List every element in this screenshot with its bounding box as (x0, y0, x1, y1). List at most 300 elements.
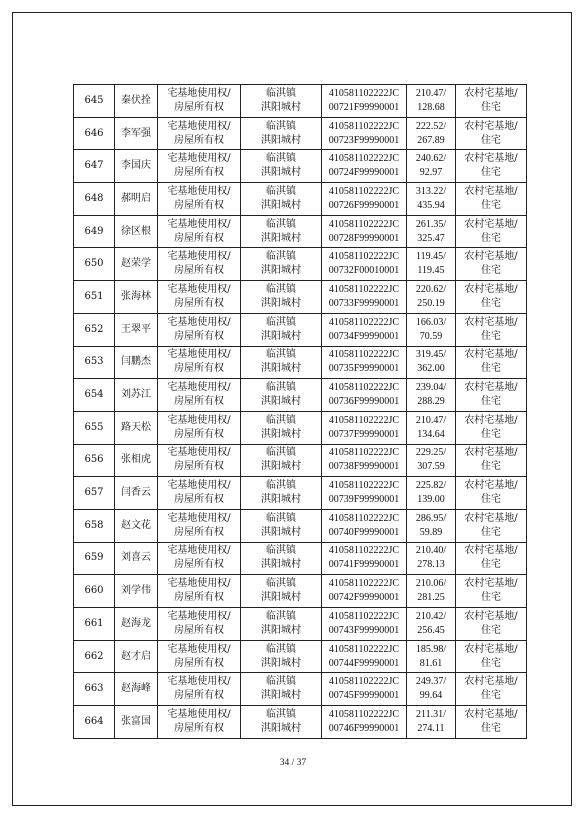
area-values-cell (407, 575, 456, 608)
owner-name: 闫鹏杰 (121, 356, 151, 368)
area-values-cell (407, 183, 456, 216)
parcel-code-line-1: 410581102222JC (328, 610, 400, 622)
right-type-cell (158, 542, 241, 575)
location-line-2: 淇阳城村 (261, 396, 301, 408)
owner-name: 郝明启 (121, 192, 151, 204)
right-type-line-1: 宅基地使用权/ (167, 610, 231, 622)
owner-name: 闫香云 (121, 487, 151, 499)
table-row (74, 117, 527, 150)
land-use-line-1: 农村宅基地/ (464, 349, 518, 361)
owner-name-cell (115, 673, 158, 706)
parcel-code-line-1: 410581102222JC (328, 316, 400, 328)
table-row (74, 706, 527, 739)
location-line-1: 临淇镇 (266, 283, 296, 295)
location-line-2: 淇阳城村 (261, 592, 301, 604)
owner-name: 李军强 (121, 127, 151, 139)
location-line-1: 临淇镇 (266, 480, 296, 492)
land-use-cell (456, 411, 527, 444)
right-type-line-1: 宅基地使用权/ (167, 349, 231, 361)
land-use-line-1: 农村宅基地/ (464, 251, 518, 263)
location-line-1: 临淇镇 (266, 251, 296, 263)
record-number-cell (74, 346, 115, 379)
land-use-line-2: 住宅 (481, 559, 501, 571)
area-values-line-2: 325.47 (417, 232, 445, 244)
right-type-cell (158, 444, 241, 477)
right-type-line-2: 房屋所有权 (174, 396, 224, 408)
land-use-cell (456, 215, 527, 248)
area-values-line-1: 210.47/ (415, 87, 447, 99)
owner-name: 赵才启 (121, 650, 151, 662)
right-type-line-2: 房屋所有权 (174, 559, 224, 571)
table-row (74, 281, 527, 314)
right-type-line-1: 宅基地使用权/ (167, 676, 231, 688)
land-use-line-2: 住宅 (481, 461, 501, 473)
area-values-cell (407, 673, 456, 706)
parcel-code-line-2: 00740F99990001 (328, 526, 400, 538)
land-use-cell (456, 248, 527, 281)
area-values-line-1: 211.31/ (416, 708, 446, 720)
location-cell (241, 444, 322, 477)
location-line-1: 临淇镇 (266, 676, 296, 688)
land-use-cell (456, 706, 527, 739)
parcel-code-line-2: 00745F99990001 (328, 690, 400, 702)
right-type-line-1: 宅基地使用权/ (167, 316, 231, 328)
location-cell (241, 85, 322, 118)
parcel-code-cell (322, 313, 407, 346)
area-values-cell (407, 215, 456, 248)
owner-name-cell (115, 411, 158, 444)
right-type-line-2: 房屋所有权 (174, 330, 224, 342)
owner-name-cell (115, 150, 158, 183)
land-use-line-1: 农村宅基地/ (464, 185, 518, 197)
parcel-code-line-2: 00741F99990001 (328, 559, 400, 571)
location-line-1: 临淇镇 (266, 349, 296, 361)
parcel-code-line-1: 410581102222JC (328, 153, 400, 165)
right-type-line-1: 宅基地使用权/ (167, 643, 231, 655)
owner-name-cell (115, 183, 158, 216)
right-type-line-2: 房屋所有权 (174, 199, 224, 211)
record-number: 660 (84, 585, 104, 597)
owner-name: 李国庆 (121, 160, 151, 172)
area-values-line-2: 119.45 (417, 265, 445, 277)
table-row (74, 313, 527, 346)
area-values-line-2: 435.94 (417, 199, 445, 211)
area-values-line-1: 229.25/ (415, 447, 447, 459)
table-row (74, 411, 527, 444)
area-values-line-2: 70.59 (419, 330, 443, 342)
owner-name-cell (115, 379, 158, 412)
record-number: 661 (84, 617, 104, 629)
land-use-cell (456, 150, 527, 183)
owner-name: 赵文花 (121, 519, 151, 531)
land-use-line-1: 农村宅基地/ (464, 153, 518, 165)
record-number-cell (74, 281, 115, 314)
parcel-code-line-2: 00739F99990001 (328, 494, 400, 506)
location-line-2: 淇阳城村 (261, 428, 301, 440)
record-number-cell (74, 640, 115, 673)
parcel-code-cell (322, 640, 407, 673)
parcel-code-line-1: 410581102222JC (328, 545, 400, 557)
right-type-cell (158, 509, 241, 542)
location-line-1: 临淇镇 (266, 87, 296, 99)
area-values-line-1: 313.22/ (415, 185, 447, 197)
owner-name-cell (115, 117, 158, 150)
land-use-line-1: 农村宅基地/ (464, 283, 518, 295)
record-number-cell (74, 673, 115, 706)
parcel-code-cell (322, 379, 407, 412)
land-use-line-2: 住宅 (481, 428, 501, 440)
land-use-line-2: 住宅 (481, 265, 501, 277)
right-type-line-2: 房屋所有权 (174, 461, 224, 473)
owner-name-cell (115, 608, 158, 641)
land-use-cell (456, 346, 527, 379)
land-use-line-2: 住宅 (481, 297, 501, 309)
parcel-code-line-1: 410581102222JC (328, 120, 400, 132)
land-use-cell (456, 313, 527, 346)
area-values-cell (407, 379, 456, 412)
land-use-line-1: 农村宅基地/ (464, 87, 518, 99)
area-values-line-1: 119.45/ (416, 251, 446, 263)
table-row (74, 215, 527, 248)
owner-name-cell (115, 706, 158, 739)
location-line-2: 淇阳城村 (261, 526, 301, 538)
parcel-code-line-1: 410581102222JC (328, 185, 400, 197)
area-values-line-2: 59.89 (419, 526, 443, 538)
owner-name: 张富国 (121, 715, 151, 727)
record-number: 664 (84, 715, 104, 727)
parcel-code-line-2: 00746F99990001 (328, 722, 400, 734)
area-values-line-1: 185.98/ (415, 643, 447, 655)
table-row (74, 640, 527, 673)
location-cell (241, 346, 322, 379)
land-use-cell (456, 444, 527, 477)
record-number-cell (74, 575, 115, 608)
right-type-line-2: 房屋所有权 (174, 265, 224, 277)
parcel-code-line-2: 00738F99990001 (328, 461, 400, 473)
record-number-cell (74, 150, 115, 183)
location-line-1: 临淇镇 (266, 447, 296, 459)
record-number-cell (74, 313, 115, 346)
right-type-line-1: 宅基地使用权/ (167, 480, 231, 492)
location-line-1: 临淇镇 (266, 643, 296, 655)
location-cell (241, 379, 322, 412)
location-line-2: 淇阳城村 (261, 657, 301, 669)
parcel-code-cell (322, 411, 407, 444)
right-type-line-2: 房屋所有权 (174, 592, 224, 604)
area-values-cell (407, 117, 456, 150)
land-use-line-1: 农村宅基地/ (464, 643, 518, 655)
table-row (74, 608, 527, 641)
location-line-1: 临淇镇 (266, 610, 296, 622)
location-line-2: 淇阳城村 (261, 722, 301, 734)
parcel-code-line-2: 00742F99990001 (328, 592, 400, 604)
location-cell (241, 608, 322, 641)
land-use-cell (456, 477, 527, 510)
location-cell (241, 706, 322, 739)
parcel-code-line-1: 410581102222JC (328, 578, 400, 590)
parcel-code-line-2: 00724F99990001 (328, 167, 400, 179)
location-cell (241, 509, 322, 542)
area-values-cell (407, 281, 456, 314)
area-values-cell (407, 706, 456, 739)
record-number-cell (74, 117, 115, 150)
land-use-cell (456, 183, 527, 216)
area-values-line-2: 288.29 (417, 396, 445, 408)
record-number: 657 (84, 487, 104, 499)
area-values-line-1: 225.82/ (415, 480, 447, 492)
area-values-cell (407, 640, 456, 673)
location-cell (241, 281, 322, 314)
parcel-code-line-2: 00744F99990001 (328, 657, 400, 669)
parcel-code-cell (322, 444, 407, 477)
area-values-line-2: 281.25 (417, 592, 445, 604)
land-use-line-2: 住宅 (481, 494, 501, 506)
area-values-cell (407, 608, 456, 641)
parcel-code-line-1: 410581102222JC (328, 447, 400, 459)
land-use-cell (456, 608, 527, 641)
land-use-line-2: 住宅 (481, 199, 501, 211)
page-number: 34 / 37 (279, 758, 307, 768)
land-use-cell (456, 117, 527, 150)
right-type-cell (158, 346, 241, 379)
area-values-line-2: 307.59 (417, 461, 445, 473)
owner-name-cell (115, 542, 158, 575)
location-line-1: 临淇镇 (266, 185, 296, 197)
location-line-1: 临淇镇 (266, 153, 296, 165)
land-use-line-2: 住宅 (481, 330, 501, 342)
location-line-1: 临淇镇 (266, 578, 296, 590)
parcel-code-line-1: 410581102222JC (328, 708, 400, 720)
owner-name: 刘喜云 (121, 552, 151, 564)
right-type-line-2: 房屋所有权 (174, 690, 224, 702)
parcel-code-cell (322, 215, 407, 248)
right-type-line-1: 宅基地使用权/ (167, 578, 231, 590)
location-cell (241, 411, 322, 444)
parcel-code-cell (322, 85, 407, 118)
record-number: 652 (84, 323, 104, 335)
area-values-cell (407, 346, 456, 379)
location-cell (241, 640, 322, 673)
owner-name: 王翠平 (121, 323, 151, 335)
location-line-2: 淇阳城村 (261, 101, 301, 113)
owner-name-cell (115, 85, 158, 118)
land-use-line-1: 农村宅基地/ (464, 316, 518, 328)
area-values-cell (407, 313, 456, 346)
land-use-line-2: 住宅 (481, 690, 501, 702)
land-use-cell (456, 85, 527, 118)
area-values-cell (407, 477, 456, 510)
right-type-cell (158, 248, 241, 281)
right-type-line-2: 房屋所有权 (174, 101, 224, 113)
right-type-line-2: 房屋所有权 (174, 526, 224, 538)
record-number: 662 (84, 650, 104, 662)
area-values-line-2: 274.11 (417, 722, 445, 734)
parcel-code-line-1: 410581102222JC (328, 414, 400, 426)
location-line-1: 临淇镇 (266, 512, 296, 524)
table-row (74, 509, 527, 542)
land-use-cell (456, 575, 527, 608)
owner-name: 张相虎 (121, 454, 151, 466)
location-line-2: 淇阳城村 (261, 265, 301, 277)
parcel-code-line-2: 00736F99990001 (328, 396, 400, 408)
area-values-line-1: 222.52/ (415, 120, 447, 132)
area-values-line-2: 250.19 (417, 297, 445, 309)
location-cell (241, 313, 322, 346)
owner-name: 赵海龙 (121, 617, 151, 629)
location-line-2: 淇阳城村 (261, 199, 301, 211)
area-values-line-1: 239.04/ (415, 382, 447, 394)
land-use-line-1: 农村宅基地/ (464, 578, 518, 590)
right-type-cell (158, 575, 241, 608)
owner-name: 赵荣学 (121, 258, 151, 270)
land-use-line-1: 农村宅基地/ (464, 610, 518, 622)
owner-name-cell (115, 477, 158, 510)
owner-name-cell (115, 509, 158, 542)
location-cell (241, 150, 322, 183)
area-values-cell (407, 411, 456, 444)
owner-name-cell (115, 313, 158, 346)
location-line-2: 淇阳城村 (261, 690, 301, 702)
parcel-code-cell (322, 542, 407, 575)
area-values-cell (407, 444, 456, 477)
location-cell (241, 215, 322, 248)
parcel-code-cell (322, 477, 407, 510)
right-type-cell (158, 281, 241, 314)
land-use-line-1: 农村宅基地/ (464, 480, 518, 492)
area-values-line-2: 128.68 (417, 101, 445, 113)
parcel-code-line-1: 410581102222JC (328, 643, 400, 655)
area-values-cell (407, 542, 456, 575)
land-use-cell (456, 640, 527, 673)
land-use-cell (456, 542, 527, 575)
land-use-cell (456, 673, 527, 706)
land-use-line-2: 住宅 (481, 657, 501, 669)
registration-table (73, 84, 527, 739)
area-values-line-1: 166.03/ (415, 316, 447, 328)
parcel-code-cell (322, 117, 407, 150)
table-row (74, 150, 527, 183)
parcel-code-line-2: 00728F99990001 (328, 232, 400, 244)
record-number-cell (74, 477, 115, 510)
land-use-line-1: 农村宅基地/ (464, 120, 518, 132)
parcel-code-line-2: 00735F99990001 (328, 363, 400, 375)
area-values-cell (407, 248, 456, 281)
parcel-code-line-1: 410581102222JC (328, 512, 400, 524)
area-values-line-2: 267.89 (417, 134, 445, 146)
land-use-line-2: 住宅 (481, 167, 501, 179)
record-number-cell (74, 542, 115, 575)
parcel-code-line-1: 410581102222JC (328, 283, 400, 295)
right-type-line-2: 房屋所有权 (174, 428, 224, 440)
owner-name-cell (115, 248, 158, 281)
right-type-line-1: 宅基地使用权/ (167, 218, 231, 230)
parcel-code-line-1: 410581102222JC (328, 87, 400, 99)
parcel-code-cell (322, 673, 407, 706)
right-type-line-1: 宅基地使用权/ (167, 87, 231, 99)
owner-name: 赵海峰 (121, 683, 151, 695)
parcel-code-cell (322, 183, 407, 216)
area-values-line-1: 220.62/ (415, 283, 447, 295)
area-values-line-1: 249.37/ (415, 676, 447, 688)
location-line-1: 临淇镇 (266, 218, 296, 230)
owner-name-cell (115, 444, 158, 477)
location-cell (241, 542, 322, 575)
right-type-line-1: 宅基地使用权/ (167, 283, 231, 295)
location-line-2: 淇阳城村 (261, 624, 301, 636)
parcel-code-line-2: 00737F99990001 (328, 428, 400, 440)
right-type-cell (158, 608, 241, 641)
land-use-line-2: 住宅 (481, 722, 501, 734)
right-type-line-2: 房屋所有权 (174, 657, 224, 669)
area-values-line-1: 210.40/ (415, 545, 447, 557)
right-type-line-2: 房屋所有权 (174, 363, 224, 375)
right-type-cell (158, 673, 241, 706)
parcel-code-line-2: 00734F99990001 (328, 330, 400, 342)
parcel-code-line-1: 410581102222JC (328, 676, 400, 688)
parcel-code-line-1: 410581102222JC (328, 480, 400, 492)
area-values-line-2: 92.97 (419, 167, 443, 179)
table-row (74, 346, 527, 379)
parcel-code-line-2: 00726F99990001 (328, 199, 400, 211)
land-use-line-2: 住宅 (481, 396, 501, 408)
record-number: 655 (84, 421, 104, 433)
record-number: 659 (84, 552, 104, 564)
land-use-line-1: 农村宅基地/ (464, 447, 518, 459)
table-row (74, 444, 527, 477)
land-use-line-1: 农村宅基地/ (464, 382, 518, 394)
table-row (74, 379, 527, 412)
location-line-2: 淇阳城村 (261, 363, 301, 375)
land-use-line-2: 住宅 (481, 624, 501, 636)
owner-name-cell (115, 215, 158, 248)
land-use-cell (456, 509, 527, 542)
location-cell (241, 673, 322, 706)
area-values-line-2: 278.13 (417, 559, 445, 571)
right-type-line-2: 房屋所有权 (174, 297, 224, 309)
right-type-line-1: 宅基地使用权/ (167, 382, 231, 394)
owner-name: 刘学伟 (121, 585, 151, 597)
record-number: 663 (84, 683, 104, 695)
location-line-2: 淇阳城村 (261, 461, 301, 473)
right-type-line-2: 房屋所有权 (174, 167, 224, 179)
area-values-line-1: 240.62/ (415, 153, 447, 165)
area-values-cell (407, 150, 456, 183)
land-use-cell (456, 379, 527, 412)
record-number: 650 (84, 258, 104, 270)
land-use-line-2: 住宅 (481, 232, 501, 244)
land-use-line-1: 农村宅基地/ (464, 512, 518, 524)
record-number-cell (74, 248, 115, 281)
parcel-code-cell (322, 150, 407, 183)
parcel-code-cell (322, 706, 407, 739)
right-type-cell (158, 313, 241, 346)
area-values-line-2: 139.00 (417, 494, 445, 506)
owner-name-cell (115, 346, 158, 379)
land-use-line-1: 农村宅基地/ (464, 676, 518, 688)
parcel-code-line-2: 00733F99990001 (328, 297, 400, 309)
right-type-line-2: 房屋所有权 (174, 232, 224, 244)
owner-name: 路天松 (121, 421, 151, 433)
right-type-line-1: 宅基地使用权/ (167, 447, 231, 459)
land-use-line-1: 农村宅基地/ (464, 708, 518, 720)
right-type-cell (158, 640, 241, 673)
owner-name: 秦伏拴 (121, 94, 151, 106)
parcel-code-cell (322, 608, 407, 641)
right-type-cell (158, 477, 241, 510)
location-cell (241, 117, 322, 150)
parcel-code-line-2: 00721F99990001 (328, 101, 400, 113)
record-number: 656 (84, 454, 104, 466)
